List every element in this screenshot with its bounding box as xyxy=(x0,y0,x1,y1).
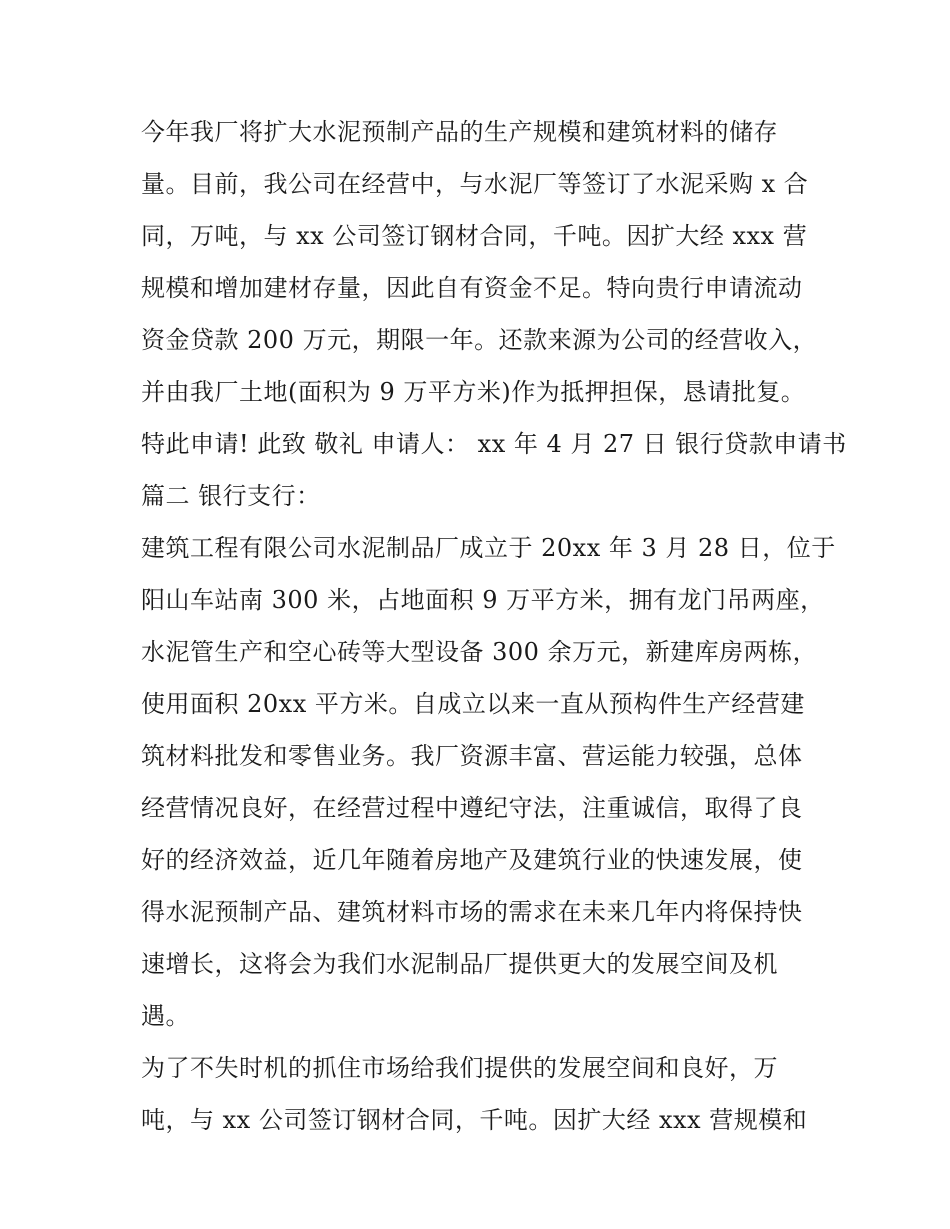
text-line: 使用面积 20xx 平方米。自成立以来一直从预构件生产经营建 xyxy=(141,690,805,718)
text-line: 今年我厂将扩大水泥预制产品的生产规模和建筑材料的储存 xyxy=(141,118,778,146)
text-line: 吨，与 xx 公司签订钢材合同，千吨。因扩大经 xxx 营规模和 xyxy=(141,1106,808,1134)
text-line: 速增长，这将会为我们水泥制品厂提供更大的发展空间及机 xyxy=(141,950,778,978)
text-line: 好的经济效益，近几年随着房地产及建筑行业的快速发展，使 xyxy=(141,846,803,874)
text-line: 资金贷款 200 万元，期限一年。还款来源为公司的经营收入， xyxy=(141,326,818,354)
text-line: 经营情况良好，在经营过程中遵纪守法，注重诚信，取得了良 xyxy=(141,794,803,822)
text-line: 遇。 xyxy=(141,1002,190,1030)
text-line: 并由我厂土地(面积为 9 万平方米)作为抵押担保，恳请批复。 xyxy=(141,378,806,406)
text-line: 为了不失时机的抓住市场给我们提供的发展空间和良好，万 xyxy=(141,1054,778,1082)
text-line: 量。目前，我公司在经营中，与水泥厂等签订了水泥采购 x 合 xyxy=(141,170,809,198)
text-line: 规模和增加建材存量，因此自有资金不足。特向贵行申请流动 xyxy=(141,274,803,302)
text-line: 篇二 银行支行： xyxy=(141,482,321,510)
text-line: 水泥管生产和空心砖等大型设备 300 余万元，新建库房两栋， xyxy=(141,638,818,666)
text-line: 同，万吨，与 xx 公司签订钢材合同，千吨。因扩大经 xxx 营 xyxy=(141,222,808,250)
text-line: 得水泥预制产品、建筑材料市场的需求在未来几年内将保持快 xyxy=(141,898,803,926)
text-line: 特此申请! 此致 敬礼 申请人： xx 年 4 月 27 日 银行贷款申请书 xyxy=(141,430,847,458)
text-line: 建筑工程有限公司水泥制品厂成立于 20xx 年 3 月 28 日，位于 xyxy=(141,534,836,562)
text-line: 阳山车站南 300 米，占地面积 9 万平方米，拥有龙门吊两座， xyxy=(141,586,825,614)
text-line: 筑材料批发和零售业务。我厂资源丰富、营运能力较强，总体 xyxy=(141,742,803,770)
document-body xyxy=(141,106,847,1146)
